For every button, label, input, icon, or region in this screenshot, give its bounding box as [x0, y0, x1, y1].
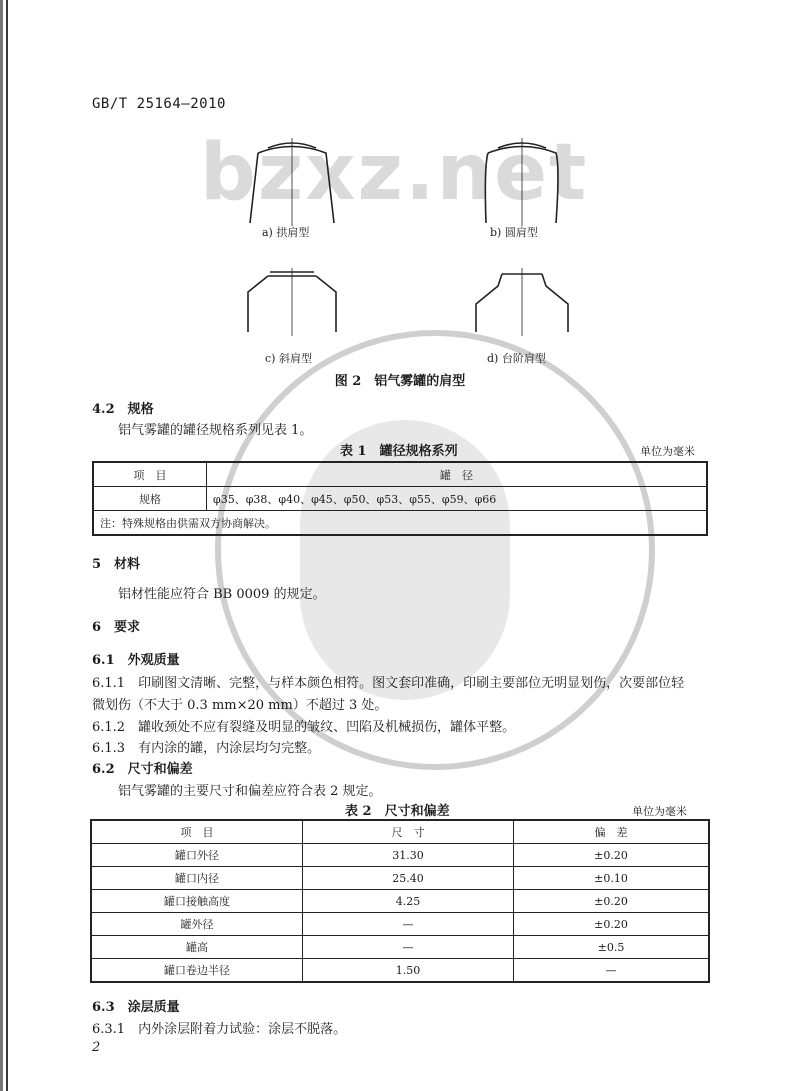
table-row	[91, 959, 709, 983]
table-row	[91, 867, 709, 890]
can-shoulder-figures-bottom	[240, 268, 580, 336]
section-6-1-1-line1: 6.1.1 印刷图文清晰、完整，与样本颜色相符。图文套印准确，印刷主要部位无明显划伤，次要部位轻	[92, 676, 685, 691]
table-cell: —	[303, 936, 514, 959]
section-4-2-heading: 4.2 规格	[92, 402, 154, 417]
table-cell: 4.25	[303, 890, 514, 913]
table-row	[91, 844, 709, 867]
standard-number: GB/T 25164—2010	[92, 96, 226, 112]
section-5-text: 铝材性能应符合 BB 0009 的规定。	[118, 587, 326, 602]
section-5-heading: 5 材料	[92, 557, 141, 572]
table-cell: 罐高	[91, 936, 303, 959]
table-row	[91, 890, 709, 913]
figure-title: 图 2 铝气雾罐的肩型	[334, 374, 466, 389]
table-cell: 罐外径	[91, 913, 303, 936]
section-6-1-2: 6.1.2 罐收颈处不应有裂缝及明显的皱纹、凹陷及机械损伤，罐体平整。	[92, 720, 516, 735]
table-row	[91, 913, 709, 936]
table2-title: 表 2 尺寸和偏差	[345, 804, 450, 819]
table-note: 注：特殊规格由供需双方协商解决。	[93, 511, 707, 536]
table-cell: 25.40	[303, 867, 514, 890]
section-6-heading: 6 要求	[92, 620, 141, 635]
table-cell: 罐口接触高度	[91, 890, 303, 913]
table1-unit: 单位为毫米	[640, 445, 695, 458]
table-header-cell: 项 目	[93, 462, 207, 487]
table-header-cell: 尺 寸	[303, 820, 514, 844]
table-row	[91, 820, 709, 844]
section-6-3-1: 6.3.1 内外涂层附着力试验：涂层不脱落。	[92, 1022, 347, 1037]
scan-edge	[0, 0, 3, 1091]
section-6-2-text: 铝气雾罐的主要尺寸和偏差应符合表 2 规定。	[118, 784, 382, 799]
table-2	[90, 819, 710, 983]
table-cell: ±0.20	[514, 913, 710, 936]
table-row	[91, 936, 709, 959]
section-6-1-1-line2: 微划伤（不大于 0.3 mm×20 mm）不超过 3 处。	[92, 698, 388, 713]
section-6-1-3: 6.1.3 有内涂的罐，内涂层均匀完整。	[92, 741, 321, 756]
table-cell: φ35、φ38、φ40、φ45、φ50、φ53、φ55、φ59、φ66	[207, 487, 708, 511]
table-cell: ±0.5	[514, 936, 710, 959]
table-row	[93, 462, 707, 487]
table-header-cell: 偏 差	[514, 820, 710, 844]
caption-a: a) 拱肩型	[262, 226, 310, 239]
table-header-cell: 项 目	[91, 820, 303, 844]
table-cell: ±0.10	[514, 867, 710, 890]
table-cell: —	[514, 959, 710, 983]
table-cell: 1.50	[303, 959, 514, 983]
table-cell: 31.30	[303, 844, 514, 867]
watermark: bzxz.net	[200, 128, 589, 218]
table-cell: —	[303, 913, 514, 936]
table-row	[93, 487, 707, 511]
caption-c: c) 斜肩型	[265, 352, 312, 365]
table-cell: 罐口外径	[91, 844, 303, 867]
table-cell: ±0.20	[514, 890, 710, 913]
table-1	[92, 461, 708, 536]
section-6-1-heading: 6.1 外观质量	[92, 653, 180, 668]
scan-edge-line	[6, 0, 8, 1091]
section-6-2-heading: 6.2 尺寸和偏差	[92, 762, 193, 777]
table-header-cell: 罐 径	[207, 462, 708, 487]
table-cell: 罐口内径	[91, 867, 303, 890]
table-cell: 规格	[93, 487, 207, 511]
caption-d: d) 台阶肩型	[487, 352, 546, 365]
can-shoulder-figures-top	[240, 138, 580, 226]
table1-title: 表 1 罐径规格系列	[340, 444, 458, 459]
table-row	[93, 511, 707, 536]
caption-b: b) 圆肩型	[490, 226, 538, 239]
table-cell: ±0.20	[514, 844, 710, 867]
table2-unit: 单位为毫米	[632, 805, 687, 818]
section-6-3-heading: 6.3 涂层质量	[92, 1000, 180, 1015]
table-cell: 罐口卷边半径	[91, 959, 303, 983]
page-number: 2	[92, 1040, 101, 1055]
section-4-2-text: 铝气雾罐的罐径规格系列见表 1。	[118, 423, 313, 438]
